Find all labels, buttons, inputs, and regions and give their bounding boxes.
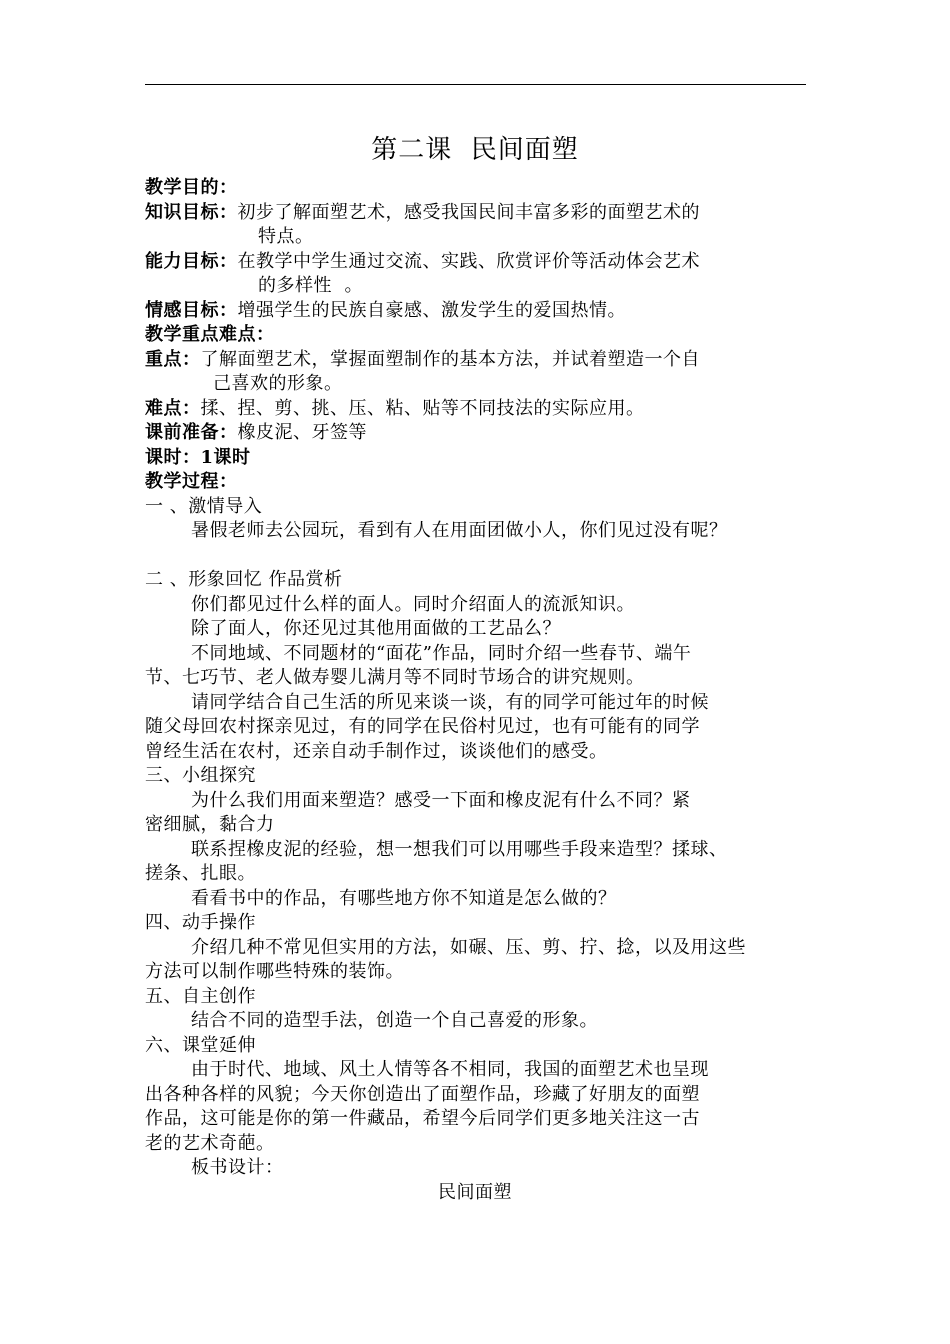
difficult-label: 难点：: [145, 397, 201, 419]
knowledge-objective: [145, 201, 825, 226]
section-1-paragraph: 暑假老师去公园玩，看到有人在用面团做小人，你们见过没有呢？: [191, 520, 728, 541]
board-design-title: 民间面塑: [438, 1181, 512, 1203]
keypoints-heading: 教学重点难点：: [145, 324, 275, 345]
objectives-heading: 教学目的：: [145, 177, 238, 198]
document-body: [145, 176, 825, 1205]
ability-label: 能力目标：: [145, 250, 238, 272]
section-2-heading: 二 、形象回忆 作品赏析: [145, 569, 343, 590]
section-6-paragraph-cont-1: 出各种各样的风貌；今天你创造出了面塑作品，珍藏了好朋友的面塑: [145, 1083, 700, 1105]
section-2-paragraph-1: 你们都见过什么样的面人。同时介绍面人的流派知识。: [191, 593, 635, 615]
section-3-paragraph-1: 为什么我们用面来塑造？感受一下面和橡皮泥有什么不同？紧: [191, 789, 691, 811]
section-4-heading: 四、动手操作: [145, 912, 256, 933]
section-2-paragraph-4: 请同学结合自己生活的所见来谈一谈，有的同学可能过年的时候: [191, 691, 709, 713]
section-2-paragraph-3: 不同地域、不同题材的“面花”作品，同时介绍一些春节、端午: [191, 642, 692, 664]
prep-text: 橡皮泥、牙签等: [237, 422, 367, 443]
section-2-paragraph-2: 除了面人，你还见过其他用面做的工艺品么？: [191, 618, 561, 639]
section-2-paragraph-3-cont: 节、七巧节、老人做寿婴儿满月等不同时节场合的讲究规则。: [145, 667, 645, 688]
preparation: [145, 421, 825, 446]
section-3-heading: 三、小组探究: [145, 765, 256, 786]
lesson-title: 第二课 民间面塑: [371, 135, 579, 165]
ability-text: 在教学中学生通过交流、实践、欣赏评价等活动体会艺术: [237, 250, 700, 272]
section-6-paragraph: 由于时代、地域、风土人情等各不相同，我国的面塑艺术也呈现: [191, 1059, 709, 1080]
knowledge-label: 知识目标：: [145, 201, 238, 223]
section-5-heading: 五、自主创作: [145, 985, 256, 1007]
key-label: 重点：: [145, 348, 201, 370]
difficult-text: 揉、捏、剪、挑、压、粘、贴等不同技法的实际应用。: [200, 397, 645, 419]
emotion-label: 情感目标：: [145, 299, 238, 321]
section-6-paragraph-cont-2: 作品，这可能是你的第一件藏品，希望今后同学们更多地关注这一古: [145, 1108, 700, 1129]
process-heading: 教学过程：: [145, 471, 238, 492]
section-2-paragraph-4-cont-2: 曾经生活在农村，还亲自动手制作过，谈谈他们的感受。: [145, 740, 608, 762]
spacer: [145, 544, 825, 569]
section-3-paragraph-2: 联系捏橡皮泥的经验，想一想我们可以用哪些手段来造型？揉球、: [191, 838, 728, 860]
key-text-cont: 己喜欢的形象。: [213, 373, 343, 394]
section-6-paragraph-cont-3: 老的艺术奇葩。: [145, 1132, 275, 1154]
class-hours: 课时：1课时: [145, 446, 251, 468]
emotion-text: 增强学生的民族自豪感、激发学生的爱国热情。: [237, 299, 626, 321]
section-4-paragraph-cont: 方法可以制作哪些特殊的装饰。: [145, 961, 404, 982]
section-6-heading: 六、课堂延伸: [145, 1034, 256, 1056]
knowledge-text-cont: 特点。: [258, 226, 314, 247]
key-point: [145, 348, 825, 373]
section-5-paragraph: 结合不同的造型手法，创造一个自己喜爱的形象。: [191, 1010, 598, 1031]
board-design-label: 板书设计：: [191, 1157, 284, 1178]
section-2-paragraph-4-cont-1: 随父母回农村探亲见过，有的同学在民俗村见过，也有可能有的同学: [145, 716, 700, 737]
knowledge-text: 初步了解面塑艺术，感受我国民间丰富多彩的面塑艺术的: [237, 201, 700, 223]
ability-objective: [145, 250, 825, 275]
key-text: 了解面塑艺术，掌握面塑制作的基本方法，并试着塑造一个自: [200, 348, 700, 370]
section-3-paragraph-2-cont: 搓条、扎眼。: [145, 863, 256, 884]
section-1-heading: 一 、激情导入: [145, 495, 263, 517]
header-rule: [145, 84, 806, 85]
section-3-paragraph-1-cont: 密细腻，黏合力: [145, 814, 275, 835]
prep-label: 课前准备：: [145, 422, 238, 443]
ability-text-cont: 的多样性 。: [258, 275, 363, 296]
emotion-objective: [145, 299, 825, 324]
section-4-paragraph: 介绍几种不常见但实用的方法，如碾、压、剪、拧、捻，以及用这些: [191, 936, 746, 958]
section-3-paragraph-3: 看看书中的作品，有哪些地方你不知道是怎么做的？: [191, 887, 617, 909]
difficult-point: [145, 397, 825, 422]
